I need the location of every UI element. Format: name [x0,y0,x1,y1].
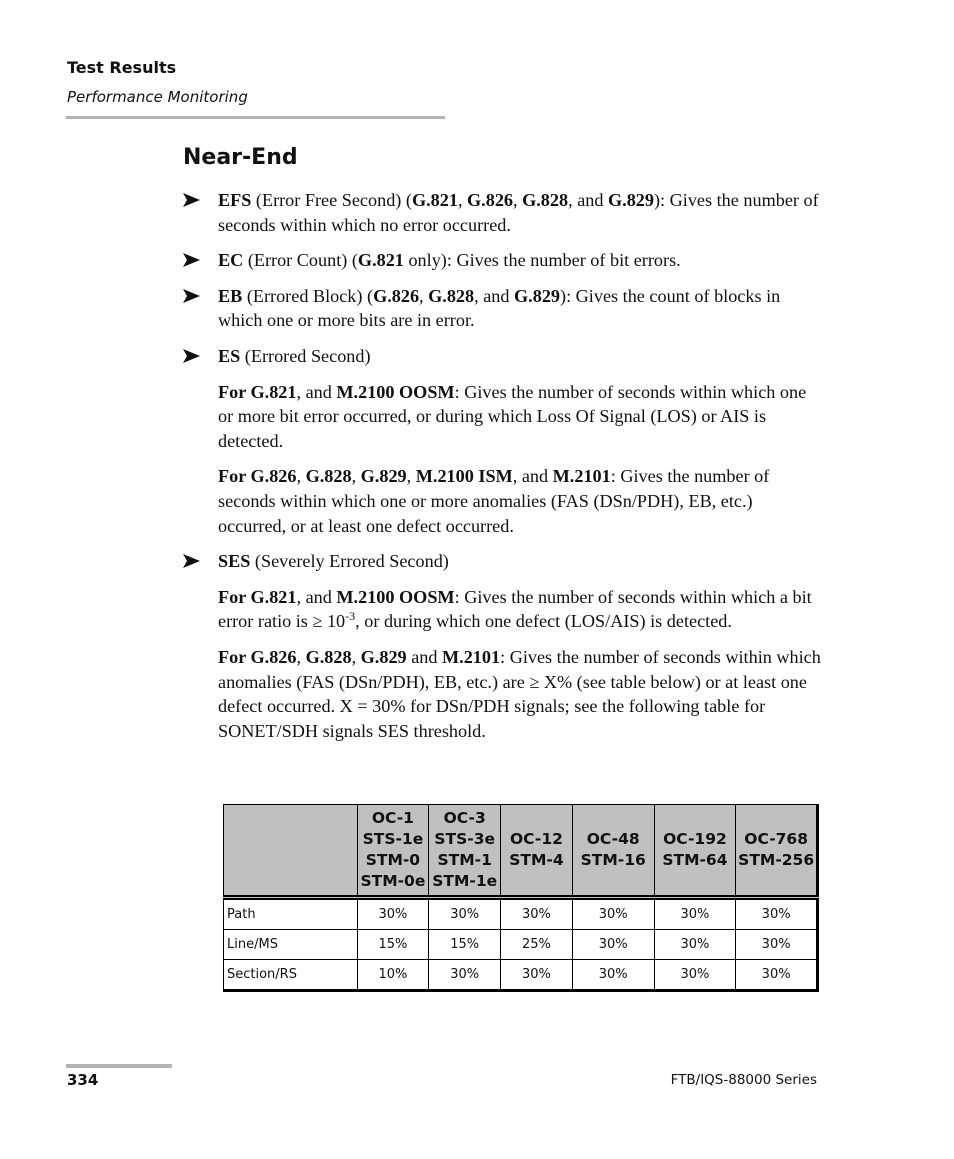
definition-paragraph [218,464,823,538]
arrow-bullet-icon [182,193,200,207]
bold-term: For G.821 [218,381,297,402]
definition-item-efs [218,188,823,237]
bold-term: G.828 [305,466,352,487]
table-header-cell: OC-48 STM-16 [572,805,654,898]
bold-term: For G.826 [218,646,297,667]
definition-item-ses [218,549,823,743]
table-header-row [224,805,818,898]
text-run: and [406,646,442,667]
table-cell: 10% [357,960,429,991]
table-header-cell: OC-12 STM-4 [501,805,573,898]
text-run: , [351,646,361,667]
definition-paragraph [218,344,823,369]
definition-paragraph [218,645,823,743]
bold-term: M.2100 ISM [415,466,513,487]
table-cell: 30% [572,930,654,960]
text-run: , [513,190,523,210]
bold-term: EFS [218,190,252,210]
definition-paragraph [218,284,823,333]
definition-paragraph [218,585,823,634]
table-cell: 25% [501,930,573,960]
table-cell: 30% [736,960,818,991]
table-cell: 30% [572,898,654,930]
text-run: , [296,466,306,487]
definition-paragraph [218,380,823,454]
table-cell: 30% [501,898,573,930]
arrow-bullet-icon [182,289,200,303]
definition-paragraph [218,549,823,574]
table-cell: 30% [501,960,573,991]
table-cell: 30% [736,930,818,960]
text-run: , and [296,586,337,607]
table-cell: 30% [654,930,736,960]
text-run: : Gives the number of seconds within which one or more anomalies (FAS (DSn/PDH), EB, etc.) occurred, or at least one defect occurred. [218,466,770,536]
text-run: (Error Free Second) ( [251,190,412,210]
text-run: ): Gives the count of blocks in which one or more bits are in error. [218,285,781,331]
product-series: FTB/IQS-88000 Series [670,1072,817,1088]
bold-term: G.829 [360,646,407,667]
table-cell: 30% [654,898,736,930]
bold-term: G.821 [357,250,404,271]
table-cell: 30% [357,898,429,930]
superscript: -3 [345,609,356,624]
text-run: (Errored Block) ( [242,285,374,306]
text-run: , [406,466,416,487]
ses-threshold-table [223,804,819,992]
definition-item-es [218,344,823,538]
table-header-cell: OC-192 STM-64 [654,805,736,898]
bold-term: M.2101 [552,466,611,487]
table-header-cell: OC-1 STS-1e STM-0 STM-0e [357,805,429,898]
text-run: , [351,466,361,487]
section-heading: Near-End [183,145,298,170]
table-row [224,960,818,991]
bold-term: G.829 [514,285,561,306]
table-header-cell: OC-768 STM-256 [736,805,818,898]
definition-item-eb [218,284,823,333]
definition-paragraph [218,248,823,273]
bold-term: G.829 [608,190,654,210]
table-cell: 30% [654,960,736,991]
text-run: only): Gives the number of bit errors. [403,250,681,271]
bold-term: G.826 [373,285,420,306]
table-row [224,898,818,930]
table-row-label: Line/MS [224,930,358,960]
text-run: , and [474,285,515,306]
table-cell: 15% [429,930,501,960]
text-run: (Errored Second) [240,345,371,366]
running-header-subtitle: Performance Monitoring [67,88,248,106]
table-row [224,930,818,960]
bold-term: G.828 [305,646,352,667]
text-run: (Error Count) ( [243,250,358,271]
table-cell: 30% [429,960,501,991]
table-row-label: Section/RS [224,960,358,991]
text-run: , and [296,381,337,402]
table-header-cell [224,805,358,898]
table-cell: 30% [572,960,654,991]
text-run: , [296,646,306,667]
definition-item-ec [218,248,823,273]
arrow-bullet-icon [182,554,200,568]
bold-term: SES [218,551,251,572]
table-header-cell: OC-3 STS-3e STM-1 STM-1e [429,805,501,898]
text-run: , and [568,190,608,210]
text-run: : Gives the number of seconds within which a bit error ratio is ≥ 10 [218,586,812,632]
bold-term: G.826 [467,190,514,210]
bold-term: For G.826 [218,466,297,487]
text-run: , or during which one defect (LOS/AIS) is detected. [355,611,732,632]
text-run: , [457,190,468,210]
table-cell: 15% [357,930,429,960]
arrow-bullet-icon [182,253,200,267]
header-rule [66,116,445,119]
bold-term: M.2100 OOSM [336,381,455,402]
bold-term: M.2100 OOSM [336,586,455,607]
text-run: , [419,285,429,306]
text-run: ): Gives the number of seconds within which no error occurred. [218,190,819,235]
bold-term: G.828 [428,285,475,306]
footer-rule [66,1064,172,1068]
arrow-bullet-icon [182,349,200,363]
bold-term: G.829 [360,466,407,487]
page-number: 334 [67,1071,99,1089]
definition-paragraph [218,188,823,237]
bold-term: M.2101 [442,646,501,667]
text-run: (Severely Errored Second) [250,551,449,572]
bold-term: G.821 [411,190,458,210]
bold-term: For G.821 [218,586,297,607]
bold-term: EC [218,250,244,271]
running-header-title: Test Results [67,58,177,77]
bold-term: G.828 [522,190,569,210]
text-run: : Gives the number of seconds within which one or more bit error occurred, or during which Loss Of Signal (LOS) or AIS is detected. [218,381,807,451]
table-cell: 30% [736,898,818,930]
text-run: , and [512,466,553,487]
table-row-label: Path [224,898,358,930]
definition-list [218,188,823,754]
table-cell: 30% [429,898,501,930]
bold-term: EB [218,285,243,306]
bold-term: ES [218,345,241,366]
text-run: : Gives the number of seconds within which anomalies (FAS (DSn/PDH), EB, etc.) are ≥ X% (see table below) or at least one defect occurred. X = 30% for DSn/PDH signals; see the following table for SONET/SDH signals SES threshold. [218,646,821,741]
